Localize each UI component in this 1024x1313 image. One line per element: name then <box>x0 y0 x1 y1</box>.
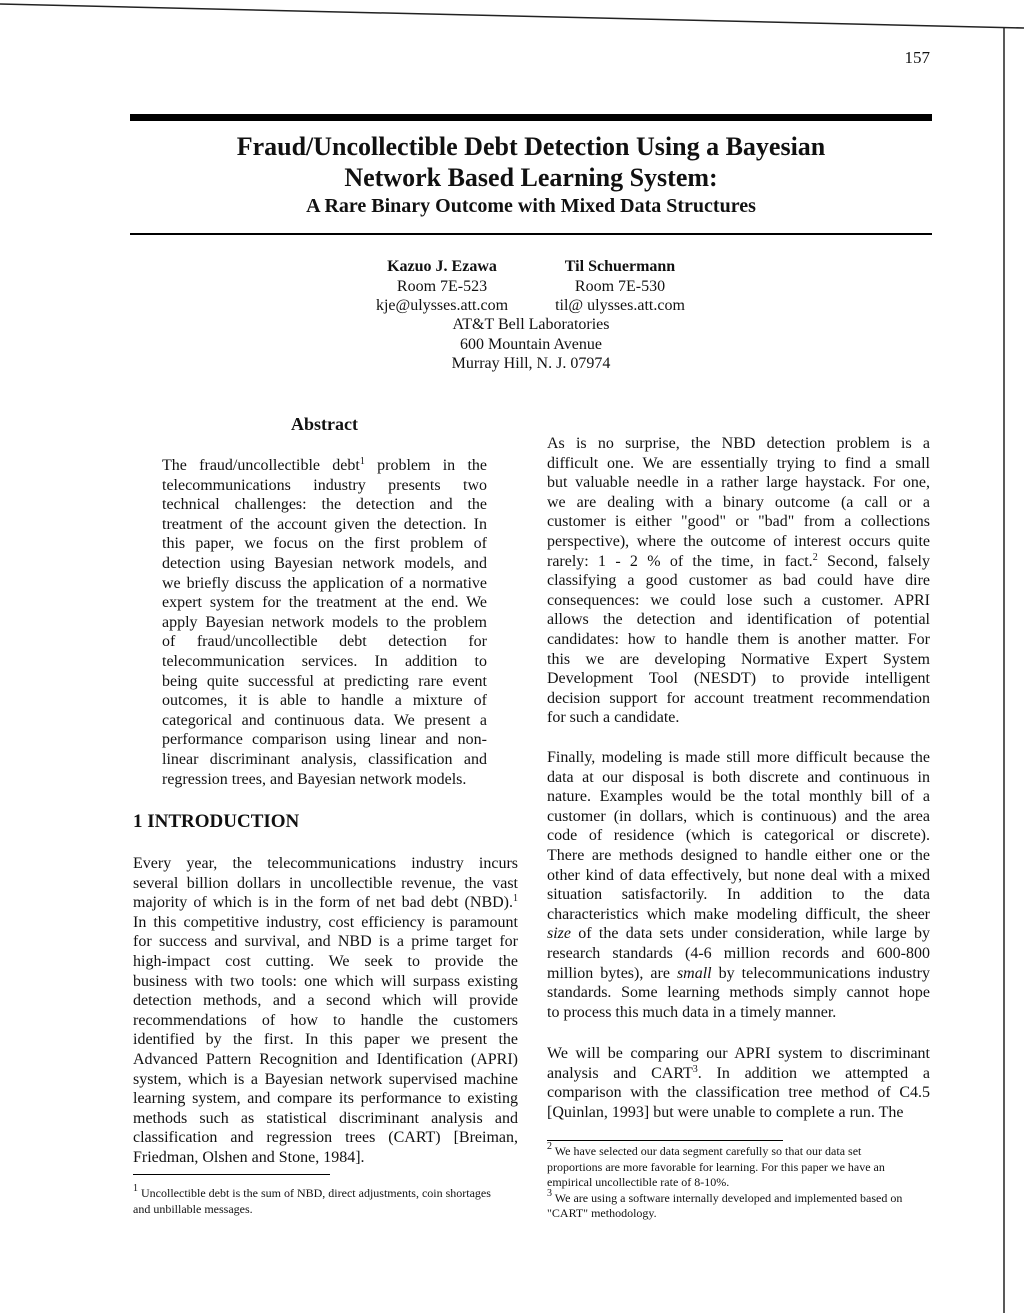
affiliation-line: 600 Mountain Avenue <box>460 335 602 353</box>
text-line: telecommunications industry presents two <box>162 476 487 494</box>
text-line: candidates: how to handle them is another matter. For <box>547 630 930 648</box>
text-line: code of residence (which is categorical or discrete). <box>547 827 930 845</box>
footnotes-right <box>547 1141 932 1222</box>
footnote-marker: 1 <box>133 1183 138 1194</box>
text-segment: size <box>547 925 571 943</box>
text-line <box>547 552 930 572</box>
text-line: allows the detection and identification of potential <box>547 611 930 629</box>
footnote-marker: 3 <box>547 1187 552 1199</box>
text-line: this paper, we focus on the first problem of <box>162 535 487 553</box>
text-line: being quite successful at predicting rare event <box>162 672 487 690</box>
text-line: we briefly discuss the application of a normative <box>162 574 487 592</box>
abstract-paragraph <box>162 456 487 789</box>
text-line <box>547 924 930 944</box>
affiliation-line: AT&T Bell Laboratories <box>452 316 610 333</box>
text-line: categorical and continuous data. We present a <box>162 711 487 729</box>
text-line: In this competitive industry, cost efficiency is paramount <box>133 913 518 931</box>
text-segment: problem in the <box>364 457 487 474</box>
text-line: technical challenges: the detection and the <box>162 496 487 514</box>
text-line: classifying a good customer as bad could have dire <box>547 572 930 590</box>
footnote-line <box>547 1141 932 1160</box>
title-line-2: Network Based Learning System: <box>344 163 718 192</box>
text-line: performance comparison using linear and non- <box>162 731 487 749</box>
author-2 <box>530 257 710 316</box>
text-line: perspective), where the outcome of interest occurs quite <box>547 532 930 550</box>
body-paragraph <box>547 748 930 1022</box>
text-line: of fraud/uncollectible debt detection for <box>162 633 487 651</box>
text-segment: million bytes), are <box>547 964 677 982</box>
text-line: comparison with the classification tree method of C4.5 <box>547 1084 930 1102</box>
author-1 <box>352 257 532 316</box>
text-line: Friedman, Olshen and Stone, 1984]. <box>133 1148 365 1166</box>
text-line: research standards (4-6 million records and 600-800 <box>547 944 930 962</box>
text-line <box>547 964 930 984</box>
body-paragraph <box>547 434 930 728</box>
text-line: Every year, the telecommunications industry incurs <box>133 855 518 872</box>
text-line: methods such as statistical discriminant analysis and <box>133 1109 518 1127</box>
text-line: expert system for the treatment at the end. We <box>162 594 487 612</box>
footnote-line: proportions are more favorable for learning. For this paper we have an <box>547 1159 885 1174</box>
footnote-line <box>133 1183 518 1202</box>
text-line: for success and survival, and NBD is a prime target for <box>133 933 518 951</box>
text-line: customer is either "good" or "bad" from a collections <box>547 513 930 531</box>
text-line: system, which is a Bayesian network supervised machine <box>133 1070 518 1088</box>
title-line-1: Fraud/Uncollectible Debt Detection Using a Bayesian <box>236 132 826 161</box>
section-heading-introduction: 1 INTRODUCTION <box>133 811 300 832</box>
text-line: standards. Some learning methods simply cannot hope <box>547 984 930 1002</box>
text-segment: The fraud/uncollectible debt <box>162 457 360 474</box>
text-line: telecommunication services. In addition to <box>162 652 487 670</box>
intro-paragraph <box>133 854 518 1168</box>
text-line: We will be comparing our APRI system to discriminant <box>547 1045 930 1062</box>
text-line: regression trees, and Bayesian network models. <box>162 770 467 788</box>
footnote-rule <box>547 1140 783 1141</box>
text-line: Finally, modeling is made still more difficult because the <box>547 749 930 766</box>
text-line: characteristics which make modeling difficult, the sheer <box>547 905 930 923</box>
footnote-line: empirical uncollectible rate of 8-10%. <box>547 1175 730 1189</box>
text-line: detection methods, and a second which will provide <box>133 992 518 1010</box>
text-segment: of the data sets under consideration, while large by <box>571 925 930 943</box>
text-line: linear discriminant analysis, classification and <box>162 750 487 768</box>
author-email: kje@ulysses.att.com <box>375 297 509 314</box>
text-line: Development Tool (NESDT) to provide intelligent <box>547 670 930 688</box>
text-line: consequences: we could lose such a customer. APRI <box>547 591 930 609</box>
text-segment: rarely: 1 - 2 % of the time, in fact. <box>547 552 813 570</box>
footnote-line: "CART" methodology. <box>547 1206 657 1220</box>
text-line: As is no surprise, the NBD detection problem is a <box>547 435 930 452</box>
text-line: nature. Examples would be the total monthly bill of a <box>547 788 930 806</box>
author-email: til@ ulysses.att.com <box>555 297 685 314</box>
footnote-marker: 2 <box>547 1141 552 1152</box>
text-line: detection using Bayesian network models, and <box>162 554 487 572</box>
abstract-heading: Abstract <box>291 414 358 434</box>
affiliation-line: Murray Hill, N. J. 07974 <box>451 355 611 372</box>
text-line: difficult one. We are essentially trying to find a small <box>547 454 930 472</box>
text-line: treatment of the account given the detection. In <box>162 515 487 533</box>
text-line: we are dealing with a binary outcome (a call or a <box>547 493 930 511</box>
text-line: but valuable needle in a rather large haystack. For one, <box>547 474 930 492</box>
text-line: other kind of data effectively, but none deal with a mixed <box>547 866 930 884</box>
text-line: situation satisfactorily. In addition to the data <box>547 886 930 904</box>
title-rule-bottom <box>130 233 932 235</box>
text-line: this we are developing Normative Expert System <box>547 650 930 668</box>
text-line: classification and regression trees (CART) [Breiman, <box>133 1129 518 1147</box>
author-room: Room 7E-530 <box>574 277 666 295</box>
text-line: data at our disposal is both discrete and continuous in <box>547 768 930 786</box>
text-segment: by telecommunications industry <box>711 964 931 982</box>
author-name: Til Schuermann <box>564 258 676 275</box>
text-line: There are methods designed to handle either one or the <box>547 846 930 864</box>
page-number: 157 <box>904 48 930 67</box>
title-rule-top <box>130 114 932 121</box>
text-line: several billion dollars in uncollectible revenue, the vast <box>133 874 518 892</box>
text-segment: . In addition we attempted a <box>697 1064 930 1082</box>
text-segment: analysis and CART <box>547 1064 693 1082</box>
footnote-rule <box>133 1174 330 1175</box>
footnote-marker: 2 <box>812 551 818 563</box>
text-line <box>162 456 487 476</box>
text-line: apply Bayesian network models to the problem <box>162 613 487 631</box>
paper-title <box>130 131 932 193</box>
text-line <box>547 1064 930 1084</box>
text-line: business with two tools: one which will surpass existing <box>133 972 518 990</box>
paper-subtitle: A Rare Binary Outcome with Mixed Data Structures <box>306 195 756 217</box>
author-name: Kazuo J. Ezawa <box>387 258 497 275</box>
footnote-marker: 3 <box>692 1063 698 1075</box>
text-line: Advanced Pattern Recognition and Identification (APRI) <box>133 1050 518 1068</box>
footnotes-left <box>133 1183 518 1217</box>
text-line: decision support for account treatment recommendation <box>547 689 930 707</box>
text-line: outcomes, it is able to handle a mixture of <box>162 692 487 710</box>
text-line: for such a candidate. <box>547 709 680 727</box>
body-paragraph <box>547 1044 930 1122</box>
text-line: identified by the first. In this paper we present the <box>133 1031 518 1049</box>
text-line: customer (in dollars, which is continuous) and the area <box>547 807 930 825</box>
text-segment: small <box>676 964 712 982</box>
affiliation <box>330 315 732 374</box>
text-segment: We have selected our data segment carefully so that our data set <box>552 1144 862 1158</box>
author-room: Room 7E-523 <box>396 277 488 295</box>
text-segment: We are using a software internally developed and implemented based on <box>552 1190 903 1205</box>
footnote-line: and unbillable messages. <box>133 1201 253 1216</box>
text-line: high-impact cost cutting. We seek to provide the <box>133 952 518 970</box>
text-line: [Quinlan, 1993] but were unable to complete a run. The <box>547 1103 904 1121</box>
footnote-marker: 1 <box>359 456 365 467</box>
text-segment: majority of which is in the form of net bad debt (NBD). <box>133 894 513 912</box>
text-line: to process this much data in a timely manner. <box>547 1003 837 1021</box>
text-line: recommendations of how to handle the customers <box>133 1011 518 1029</box>
footnote-line <box>547 1187 932 1207</box>
text-segment: Uncollectible debt is the sum of NBD, direct adjustments, coin shortages <box>138 1186 491 1200</box>
footnote-marker: 1 <box>513 893 518 905</box>
text-segment: Second, falsely <box>817 552 931 570</box>
text-line: learning system, and compare its performance to existing <box>133 1090 518 1108</box>
text-line <box>133 893 518 913</box>
